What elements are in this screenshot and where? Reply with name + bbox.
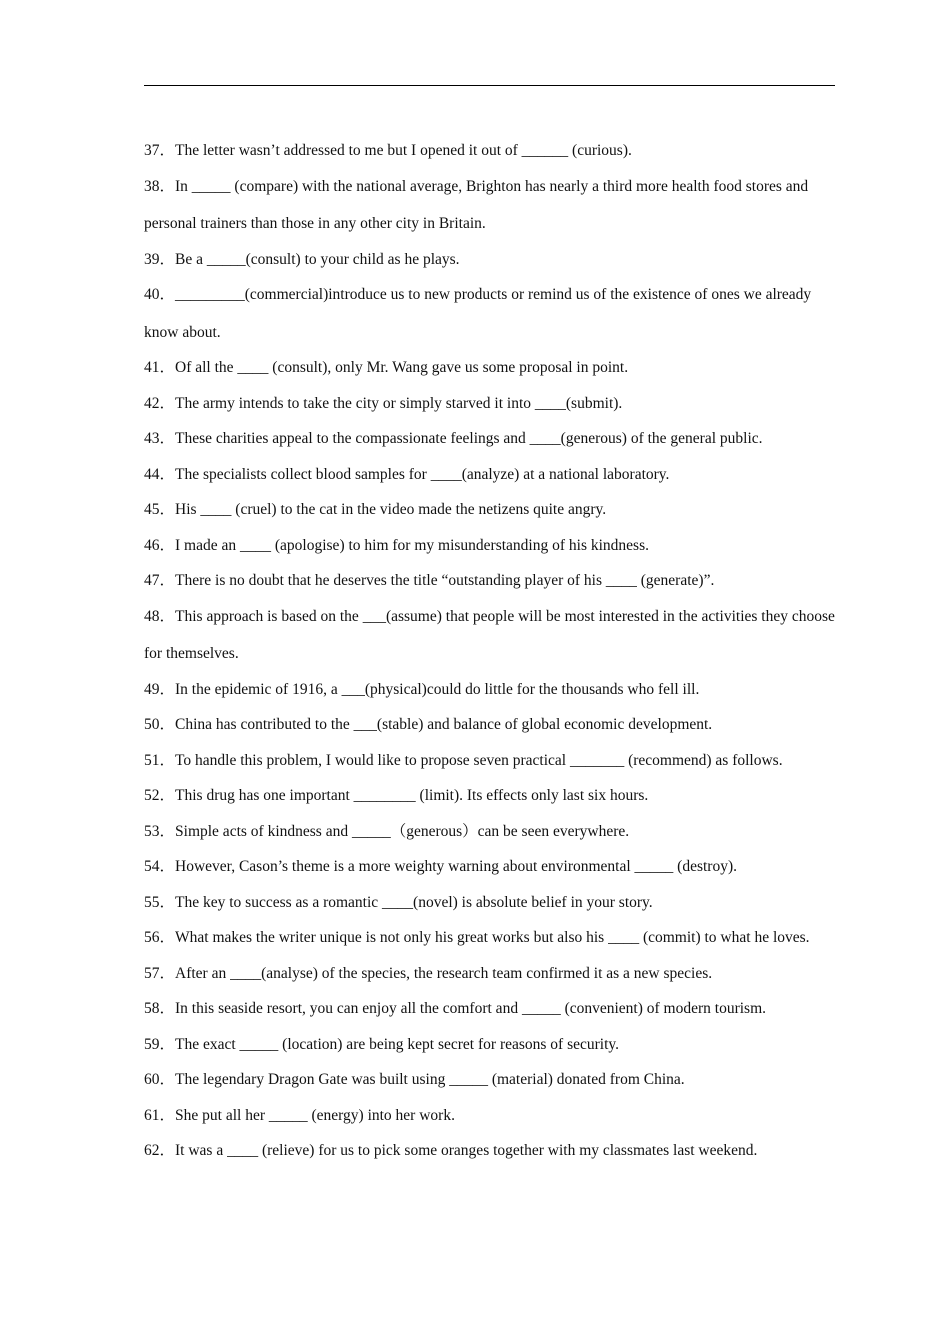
question-text: Simple acts of kindness and _____（generous）can be seen everywhere. — [175, 822, 630, 840]
question-item — [144, 1097, 839, 1135]
question-number: 57． — [144, 964, 176, 982]
question-text: In the epidemic of 1916, a ___(physical)could do little for the thousands who fell ill. — [175, 680, 700, 698]
question-item — [144, 742, 839, 780]
question-text: _________(commercial)introduce us to new products or remind us of the existence of ones we already know about. — [144, 286, 812, 341]
question-item — [144, 241, 839, 279]
question-text: The letter wasn’t addressed to me but I opened it out of ______ (curious). — [175, 142, 632, 159]
question-number: 44． — [144, 465, 176, 483]
question-number: 43． — [144, 430, 176, 447]
question-number: 46． — [144, 536, 176, 554]
question-text: However, Cason’s theme is a more weighty warning about environmental _____ (destroy). — [175, 858, 737, 875]
question-item — [144, 848, 839, 886]
question-item — [144, 671, 839, 709]
question-item — [144, 276, 839, 351]
question-item — [144, 1026, 839, 1064]
question-number: 56． — [144, 929, 176, 946]
question-text: This drug has one important ________ (limit). Its effects only last six hours. — [175, 787, 649, 804]
question-number: 41． — [144, 359, 176, 376]
question-item — [144, 919, 839, 957]
question-item — [144, 132, 839, 170]
question-text: The army intends to take the city or simply starved it into ____(submit). — [175, 394, 623, 412]
question-item — [144, 527, 839, 565]
question-text: This approach is based on the ___(assume) that people will be most interested in the activities they choose for themselves. — [144, 607, 835, 662]
question-text: After an ____(analyse) of the species, the research team confirmed it as a new species. — [175, 964, 713, 982]
question-number: 60． — [144, 1071, 176, 1088]
question-item — [144, 168, 839, 243]
question-text: In this seaside resort, you can enjoy all the comfort and _____ (convenient) of modern tourism. — [175, 1000, 767, 1017]
question-item — [144, 813, 839, 851]
question-text: China has contributed to the ___(stable) and balance of global economic development. — [175, 716, 713, 733]
question-text: What makes the writer unique is not only his great works but also his ____ (commit) to what he loves. — [175, 929, 810, 946]
question-item — [144, 385, 839, 423]
question-number: 53． — [144, 822, 176, 840]
question-text: Of all the ____ (consult), only Mr. Wang gave us some proposal in point. — [175, 359, 629, 376]
question-item — [144, 1061, 839, 1099]
question-item — [144, 420, 839, 458]
question-number: 59． — [144, 1035, 176, 1053]
question-number: 61． — [144, 1106, 176, 1124]
question-text: There is no doubt that he deserves the title “outstanding player of his ____ (generate)”. — [175, 572, 715, 589]
question-text: In _____ (compare) with the national average, Brighton has nearly a third more health food stores and personal trainers than those in any other city in Britain. — [144, 177, 809, 232]
question-number: 47． — [144, 572, 176, 589]
question-text: His ____ (cruel) to the cat in the video made the netizens quite angry. — [175, 501, 607, 518]
question-text: It was a ____ (relieve) for us to pick some oranges together with my classmates last weekend. — [175, 1142, 758, 1159]
question-number: 62． — [144, 1142, 176, 1159]
header-rule — [144, 85, 835, 86]
question-number: 45． — [144, 501, 176, 518]
question-item — [144, 990, 839, 1028]
question-item — [144, 598, 839, 673]
question-number: 38． — [144, 177, 176, 195]
question-number: 42． — [144, 394, 176, 412]
question-text: These charities appeal to the compassionate feelings and ____(generous) of the general public. — [175, 430, 763, 447]
question-text: I made an ____ (apologise) to him for my misunderstanding of his kindness. — [175, 536, 649, 554]
question-number: 55． — [144, 893, 176, 911]
question-text: The legendary Dragon Gate was built using _____ (material) donated from China. — [175, 1071, 685, 1088]
question-number: 52． — [144, 787, 176, 804]
question-text: The exact _____ (location) are being kept secret for reasons of security. — [175, 1035, 620, 1053]
question-number: 51． — [144, 751, 176, 769]
question-text: She put all her _____ (energy) into her work. — [175, 1106, 455, 1124]
question-item — [144, 777, 839, 815]
question-text: Be a _____(consult) to your child as he plays. — [175, 250, 460, 268]
question-number: 54． — [144, 858, 176, 875]
question-item — [144, 491, 839, 529]
question-item — [144, 562, 839, 600]
question-number: 39． — [144, 250, 176, 268]
question-number: 58． — [144, 1000, 176, 1017]
question-text: The key to success as a romantic ____(novel) is absolute belief in your story. — [175, 893, 653, 911]
question-number: 37． — [144, 142, 176, 159]
question-text: To handle this problem, I would like to propose seven practical _______ (recommend) as follows. — [175, 751, 783, 769]
question-item — [144, 955, 839, 993]
question-number: 40． — [144, 286, 176, 303]
question-item — [144, 349, 839, 387]
question-item — [144, 456, 839, 494]
question-number: 50． — [144, 716, 176, 733]
question-number: 48． — [144, 607, 176, 625]
question-list — [144, 132, 839, 1168]
question-item — [144, 1132, 839, 1170]
question-number: 49． — [144, 680, 176, 698]
question-text: The specialists collect blood samples for ____(analyze) at a national laboratory. — [175, 465, 670, 483]
question-item — [144, 884, 839, 922]
question-item — [144, 706, 839, 744]
